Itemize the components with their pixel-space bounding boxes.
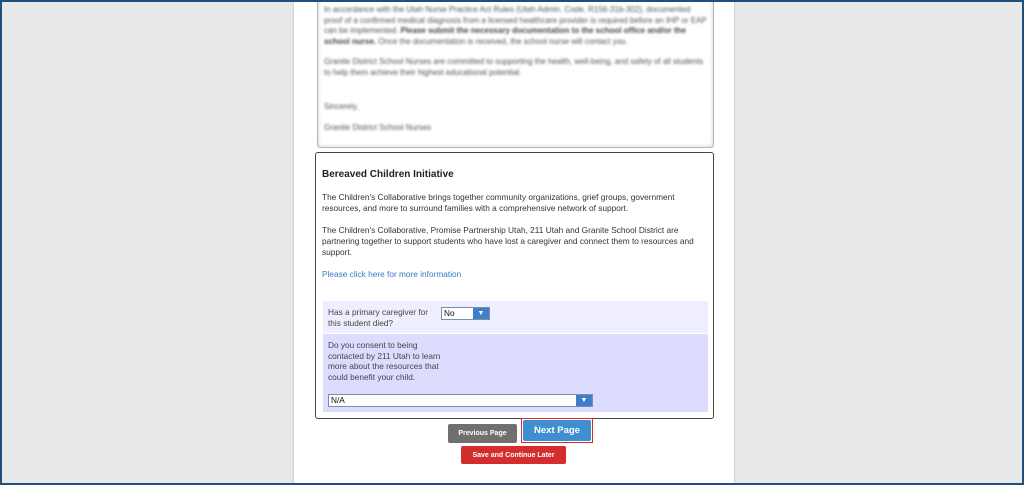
consent-label: Do you consent to being contacted by 211 Utah to learn more about the resources that could benefit your child. xyxy=(328,340,441,382)
caregiver-died-value: No xyxy=(444,308,455,318)
consent-row xyxy=(323,334,708,412)
panel-title: Bereaved Children Initiative xyxy=(322,169,454,180)
previous-page-button[interactable]: Previous Page xyxy=(448,424,517,443)
letter-content xyxy=(324,5,707,133)
caregiver-died-row xyxy=(323,301,708,333)
letter-bold-instruction: Please submit the necessary documentation to the school office and/or the school nurse. xyxy=(324,26,686,46)
caregiver-died-select[interactable] xyxy=(441,307,490,320)
letter-paragraph-1: In accordance with the Utah Nurse Practice Act Rules (Utah Admin. Code, R156-31b-302), documented proof of a confirmed medical diagnosis from a licensed healthcare provider is required before an IHP or EAP can be implemented. Please submit the necessary documentation to the school office and/or the school nurse. Once the documentation is received, the school nurse will contact you. xyxy=(324,5,707,46)
letter-scroll-box[interactable] xyxy=(317,2,714,148)
consent-value: N/A xyxy=(331,395,345,405)
next-page-focus-ring xyxy=(521,418,593,443)
chevron-down-icon[interactable]: ▼ xyxy=(576,395,592,406)
chevron-down-icon[interactable]: ▼ xyxy=(473,308,489,319)
browser-frame xyxy=(2,2,1022,483)
next-page-button[interactable]: Next Page xyxy=(523,420,591,441)
letter-closing: Sincerely, xyxy=(324,102,359,111)
more-info-link[interactable]: Please click here for more information xyxy=(322,269,462,279)
save-continue-later-button[interactable]: Save and Continue Later xyxy=(461,446,566,464)
bereaved-children-panel xyxy=(315,152,714,419)
letter-paragraph-2: Granite District School Nurses are committed to supporting the health, well-being, and safety of all students to help them achieve their highest educational potential. xyxy=(324,57,704,77)
panel-text-2: The Children's Collaborative, Promise Partnership Utah, 211 Utah and Granite School District are partnering together to support students who have lost a caregiver and connect them to resources and support. xyxy=(322,225,694,257)
panel-text-1: The Children's Collaborative brings together community organizations, grief groups, government resources, and more to surround families with a comprehensive network of support. xyxy=(322,192,675,213)
consent-select[interactable] xyxy=(328,394,593,407)
letter-signature: Granite District School Nurses xyxy=(324,122,432,132)
caregiver-died-label: Has a primary caregiver for this student died? xyxy=(328,307,429,328)
